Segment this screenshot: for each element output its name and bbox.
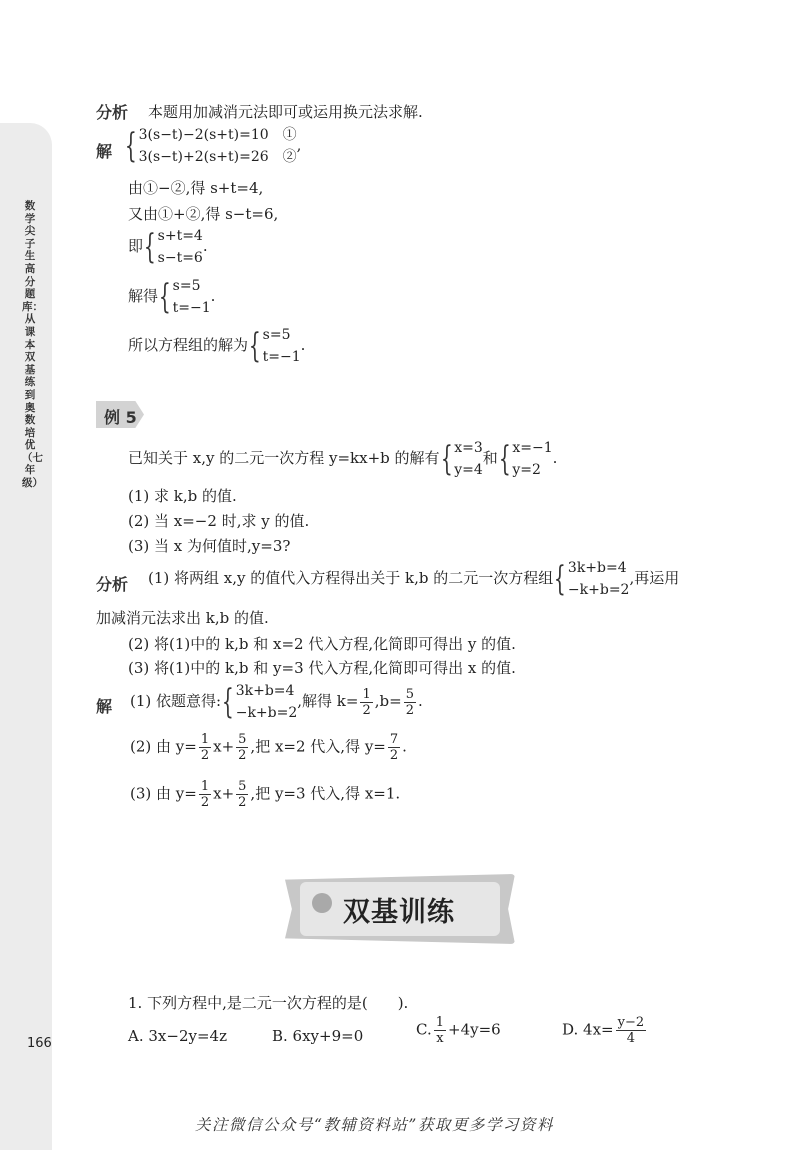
analysis-2: (2) 将(1)中的 k,b 和 x=2 代入方程,化简即可得出 y 的值.: [128, 635, 516, 653]
equation-system-1: { 3(s−t)−2(s+t)=10 ① 3(s−t)+2(s+t)=26 ② ,: [124, 126, 302, 166]
question-3: (3) 当 x 为何值时,y=3?: [128, 537, 291, 555]
analysis-text: 本题用加减消元法即可或运用换元法求解.: [148, 103, 423, 121]
footer-note: 关注微信公众号“教辅资料站”获取更多学习资料: [195, 1116, 554, 1134]
analysis-1: (1) 将两组 x,y 的值代入方程得出关于 k,b 的二元一次方程组{ 3k+b=4 −k+b=2 ,再运用: [148, 559, 680, 599]
example-label: 例 5: [104, 408, 137, 427]
option-a: A. 3x−2y=4z: [128, 1027, 227, 1045]
analysis-tag-2: 分析: [96, 575, 129, 594]
exercise-1-question: 1. 下列方程中,是二元一次方程的是( ).: [128, 994, 409, 1012]
step-3: 即{ s+t=4 s−t=6 .: [128, 227, 208, 267]
solution-tag-2: 解: [96, 697, 113, 716]
analysis-tag: 分析: [96, 103, 129, 122]
option-c: C. $\frac{1}{x}$ +4y=6: [416, 1015, 501, 1046]
question-1: (1) 求 k,b 的值.: [128, 487, 237, 505]
solution-tag: 解: [96, 142, 113, 161]
book-title-vertical: 数学尖子生高分题库：从课本双基练到奥数培优（七年级）: [22, 200, 43, 490]
page-number: 166: [27, 1036, 52, 1051]
solution-1: (1) 依题意得:{ 3k+b=4 −k+b=2 ,解得 k= $\frac{1}{2}$ ,b= $\frac{5}{2}$ .: [130, 682, 423, 722]
option-d: D. 4x= $\frac{y-2}{4}$: [562, 1015, 645, 1046]
circle-icon: [312, 893, 332, 913]
step-2: 又由①+②,得 s−t=6,: [128, 205, 279, 223]
analysis-3: (3) 将(1)中的 k,b 和 y=3 代入方程,化简即可得出 x 的值.: [128, 659, 516, 677]
solution-3: (3) 由 y= $\frac{1}{2}$ x+ $\frac{5}{2}$ ,把 y=3 代入,得 x=1.: [130, 779, 401, 810]
step-1: 由①−②,得 s+t=4,: [128, 179, 264, 197]
analysis-1-cont: 加减消元法求出 k,b 的值.: [96, 609, 269, 627]
solution-2: (2) 由 y= $\frac{1}{2}$ x+ $\frac{5}{2}$ ,把 x=2 代入,得 y= $\frac{7}{2}$ .: [130, 732, 407, 763]
question-2: (2) 当 x=−2 时,求 y 的值.: [128, 512, 310, 530]
option-b: B. 6xy+9=0: [272, 1027, 364, 1045]
example-problem: 已知关于 x,y 的二元一次方程 y=kx+b 的解有{ x=3 y=4 和{ x=−1 y=2 .: [128, 439, 558, 479]
step-4: 解得{ s=5 t=−1 .: [128, 277, 216, 317]
section-banner-title: 双基训练: [343, 897, 455, 928]
conclusion: 所以方程组的解为{ s=5 t=−1 .: [128, 326, 306, 366]
